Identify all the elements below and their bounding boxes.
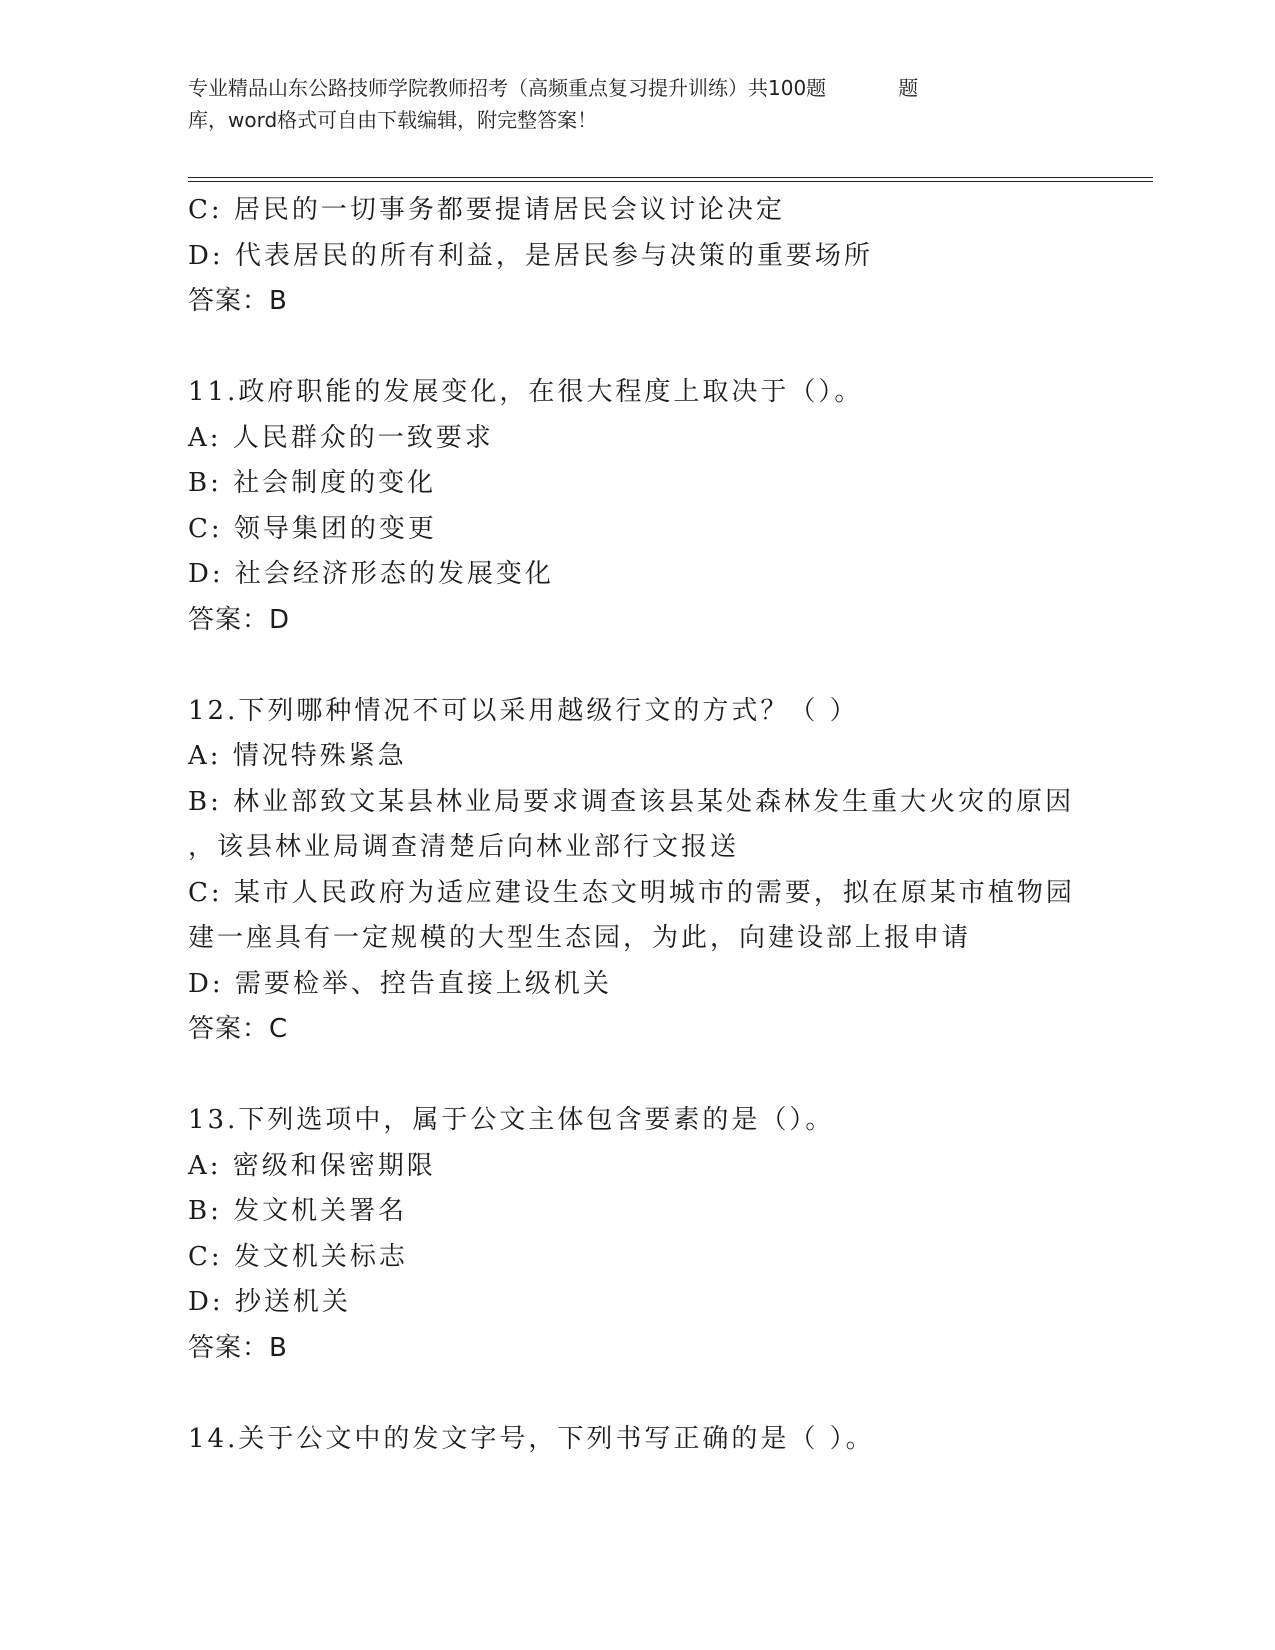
option-d: D: 抄送机关 [188,1287,351,1317]
header-divider-top [188,177,1153,178]
question-content [188,188,1148,1462]
question-stem: 12.下列哪种情况不可以采用越级行文的方式？（ ） [188,695,859,726]
option-c-continued: 建一座具有一定规模的大型生态园，为此，向建设部上报申请 [188,923,972,953]
question-14 [188,1417,1148,1463]
header-line-1 [188,72,1088,104]
header-divider-bottom [188,181,1153,182]
option-a: A: 密级和保密期限 [188,1150,436,1181]
question-12 [188,689,1148,1053]
question-stem: 13.下列选项中，属于公文主体包含要素的是（）。 [188,1105,835,1135]
option-a: A: 人民群众的一致要求 [188,422,494,453]
option-b: B: 发文机关署名 [188,1196,408,1226]
option-d: D: 社会经济形态的发展变化 [188,559,554,589]
header-title-tail: 题 [898,76,919,100]
answer-line: 答案：B [188,286,288,316]
answer-line: 答案：B [188,1332,288,1363]
header-line-2: 库，word格式可自由下载编辑，附完整答案！ [188,108,598,132]
option-d: D: 需要检举、控告直接上级机关 [188,968,612,999]
option-b-continued: ，该县林业局调查清楚后向林业部行文报送 [188,832,740,862]
question-stem: 14.关于公文中的发文字号，下列书写正确的是（ ）。 [188,1423,875,1454]
option-b: B: 林业部致文某县林业局要求调查该县某处森林发生重大火灾的原因 [188,786,1075,817]
question-11 [188,370,1148,643]
option-c: C: 领导集团的变更 [188,513,437,544]
header-title: 专业精品山东公路技师学院教师招考（高频重点复习提升训练）共100题 [188,76,827,100]
answer-line: 答案：D [188,604,291,635]
option-d: D: 代表居民的所有利益，是居民参与决策的重要场所 [188,240,873,271]
document-header [188,72,1088,136]
option-b: B: 社会制度的变化 [188,468,437,498]
question-13 [188,1098,1148,1371]
option-a: A: 情况特殊紧急 [188,741,407,771]
question-stem: 11.政府职能的发展变化，在很大程度上取决于（）。 [188,377,864,407]
option-c: C: 居民的一切事务都要提请居民会议讨论决定 [188,195,785,225]
option-c: C: 某市人民政府为适应建设生态文明城市的需要，拟在原某市植物园 [188,877,1075,908]
answer-line: 答案：C [188,1014,289,1044]
option-c: C: 发文机关标志 [188,1241,408,1272]
